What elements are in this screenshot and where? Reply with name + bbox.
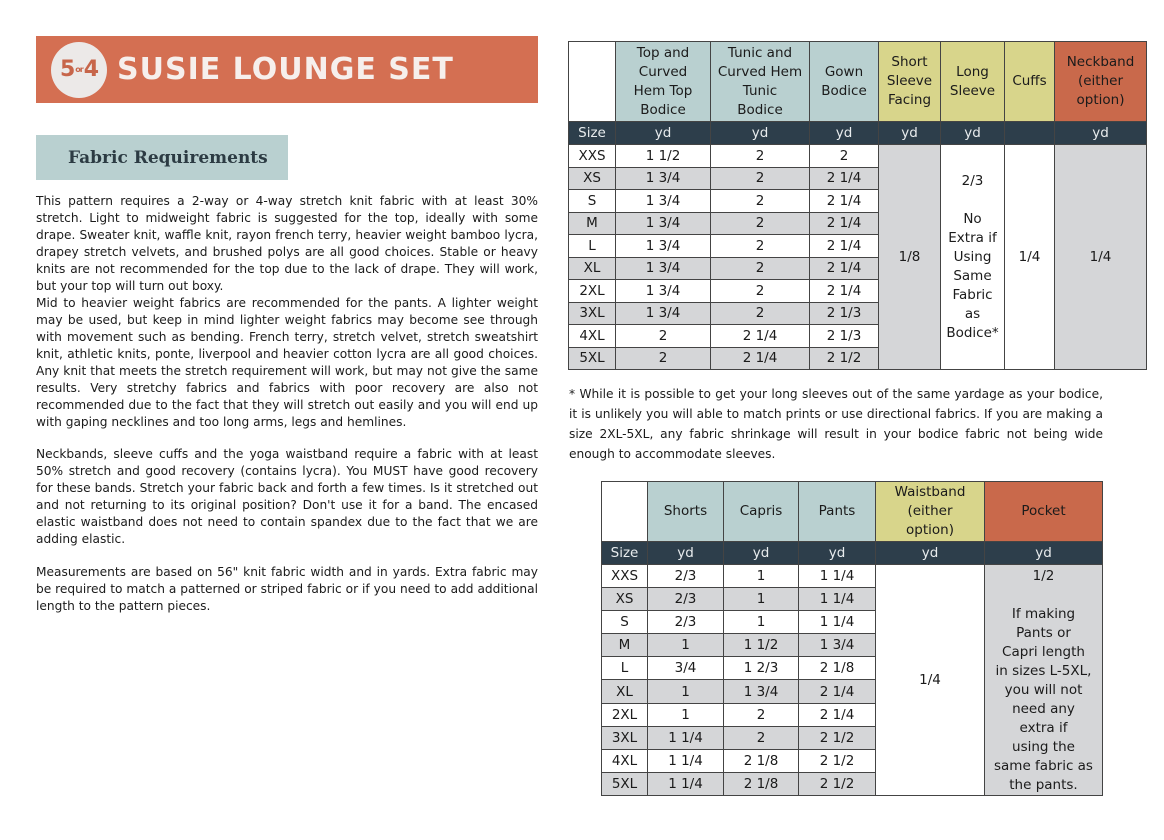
value-cell: 1 [724, 565, 799, 588]
value-cell: 2 1/4 [810, 212, 879, 235]
value-cell: 2 [711, 190, 810, 213]
value-cell: 2 [616, 325, 711, 348]
units-cell: yd [799, 542, 876, 565]
value-cell: 1 1/2 [724, 634, 799, 657]
value-cell: 1 1/4 [648, 749, 724, 772]
size-cell: XS [602, 588, 648, 611]
table-header-row [569, 42, 1147, 122]
long-sleeve-value: 2/3 No Extra if Using Same Fabric as Bodice* [941, 145, 1005, 370]
value-cell: 2/3 [648, 565, 724, 588]
paragraph: Neckbands, sleeve cuffs and the yoga waistband require a fabric with at least 50% stretch and good recovery (contains lycra). You MUST have good recovery for these bands. Stretch your fabric back and forth a few times. Is it stretched out and not returning to its original position? Don't use it for a band. The encased elastic waistband does not need to contain spandex due to the fact that we are adding elastic. [36, 447, 538, 546]
pocket-value: 1/2 If making Pants or Capri length in sizes L-5XL, you will not need any extra if using the same fabric as the pants. [985, 565, 1103, 796]
size-cell: XXS [602, 565, 648, 588]
cuffs-value: 1/4 [1005, 145, 1055, 370]
paragraph: Measurements are based on 56" knit fabric width and in yards. Extra fabric may be required to match a patterned or striped fabric or if you need to add additional length to the pattern pieces. [36, 565, 538, 613]
value-cell: 2 1/3 [810, 325, 879, 348]
header-long-sleeve: Long Sleeve [941, 42, 1005, 122]
value-cell: 2 1/8 [724, 772, 799, 795]
table-row [569, 145, 1147, 168]
value-cell: 2 1/2 [810, 347, 879, 370]
paragraph: This pattern requires a 2-way or 4-way stretch knit fabric with at least 30% stretch. Light to midweight fabric is suggested for the top, ideally with some drape. Sweater knit, waffle knit, rayon french terry, heavier weight bamboo lycra, drapey stretch velvets, and brushed polys are all good choices. Stable or heavy knits are not recommended for the top due to the lack of drape. They will work, but your top will turn out boxy. [36, 194, 538, 293]
header-pants: Pants [799, 482, 876, 542]
value-cell: 1 1/4 [648, 772, 724, 795]
value-cell: 2 [810, 145, 879, 168]
value-cell: 2 [711, 167, 810, 190]
header-cell-blank [569, 42, 616, 122]
value-cell: 2 [711, 280, 810, 303]
value-cell: 1 3/4 [616, 190, 711, 213]
size-cell: S [569, 190, 616, 213]
bottom-fabric-table [601, 481, 1103, 796]
value-cell: 2 1/4 [711, 347, 810, 370]
long-sleeve-footnote: * While it is possible to get your long sleeves out of the same yardage as your bodice, it is unlikely you will able to match prints or use directional fabrics. If you are making a size 2XL-5XL, any fabric shrinkage will result in your bodice fabric not being wide enough to accommodate sleeves. [569, 387, 1103, 461]
header-capris: Capris [724, 482, 799, 542]
value-cell: 1 1/4 [799, 565, 876, 588]
value-cell: 2/3 [648, 611, 724, 634]
size-cell: 2XL [602, 703, 648, 726]
size-cell: 2XL [569, 280, 616, 303]
table-header-row [602, 482, 1103, 542]
header-cuffs: Cuffs [1005, 42, 1055, 122]
value-cell: 2 1/3 [810, 302, 879, 325]
waistband-value: 1/4 [876, 565, 985, 796]
fabric-paragraph-top [36, 193, 538, 431]
value-cell: 2 1/8 [799, 657, 876, 680]
value-cell: 1 [648, 703, 724, 726]
value-cell: 2 1/2 [799, 772, 876, 795]
value-cell: 2 1/4 [810, 257, 879, 280]
header-cell-blank [602, 482, 648, 542]
header-pocket: Pocket [985, 482, 1103, 542]
header-tunic-bodice: Tunic and Curved Hem Tunic Bodice [711, 42, 810, 122]
value-cell: 2 1/4 [810, 167, 879, 190]
value-cell: 2 [724, 726, 799, 749]
value-cell: 2 1/8 [724, 749, 799, 772]
value-cell: 2 [616, 347, 711, 370]
value-cell: 3/4 [648, 657, 724, 680]
units-cell: yd [985, 542, 1103, 565]
header-gown-bodice: Gown Bodice [810, 42, 879, 122]
size-cell: XL [602, 680, 648, 703]
value-cell: 1 [724, 611, 799, 634]
size-cell: 4XL [602, 749, 648, 772]
short-sleeve-facing-value: 1/8 [879, 145, 941, 370]
table-row [602, 565, 1103, 588]
brand-logo [51, 42, 107, 98]
units-row [602, 542, 1103, 565]
size-cell: L [569, 235, 616, 258]
value-cell: 1 3/4 [616, 302, 711, 325]
value-cell: 2 1/2 [799, 726, 876, 749]
header-waistband: Waistband (either option) [876, 482, 985, 542]
page-title: SUSIE LOUNGE SET [117, 52, 454, 87]
value-cell: 1 [724, 588, 799, 611]
size-cell: 3XL [569, 302, 616, 325]
value-cell: 1 3/4 [616, 280, 711, 303]
logo-or: or [75, 65, 83, 74]
paragraph: Mid to heavier weight fabrics are recommended for the pants. A lighter weight may be used, but keep in mind lighter weight fabrics may become see through with movement such as bending. French terry, stretch velvet, stretch sweatshirt knit, athletic knits, ponte, liverpool and heavier cotton lycra are all good choices. Any knit that meets the stretch requirement will work, but may not give the same results. Very stretchy fabrics and fabrics with poor recovery are also not recommended due to the fact that they will stretch out easily and you will end up with gaping necklines and too long arms, legs and hemlines. [36, 296, 538, 429]
section-title: Fabric Requirements [68, 147, 268, 168]
value-cell: 2 1/4 [711, 325, 810, 348]
size-cell: XL [569, 257, 616, 280]
units-cell: yd [1055, 122, 1147, 145]
value-cell: 2 1/4 [810, 190, 879, 213]
units-cell: yd [648, 542, 724, 565]
value-cell: 2 1/4 [799, 680, 876, 703]
value-cell: 1 3/4 [616, 257, 711, 280]
value-cell: 2 1/2 [799, 749, 876, 772]
header-short-sleeve-facing: Short Sleeve Facing [879, 42, 941, 122]
value-cell: 2/3 [648, 588, 724, 611]
size-cell: XXS [569, 145, 616, 168]
value-cell: 1 [648, 634, 724, 657]
size-cell: S [602, 611, 648, 634]
section-banner [36, 135, 288, 180]
units-cell: yd [941, 122, 1005, 145]
fabric-paragraph-bands [36, 446, 538, 548]
value-cell: 2 1/4 [810, 235, 879, 258]
value-cell: 1 3/4 [724, 680, 799, 703]
value-cell: 2 [724, 703, 799, 726]
units-row [569, 122, 1147, 145]
title-banner [36, 36, 538, 103]
units-cell: yd [724, 542, 799, 565]
value-cell: 2 1/4 [799, 703, 876, 726]
logo-digit-right: 4 [83, 57, 99, 82]
size-cell: 4XL [569, 325, 616, 348]
size-cell: M [602, 634, 648, 657]
size-cell: 3XL [602, 726, 648, 749]
units-size: Size [569, 122, 616, 145]
value-cell: 2 [711, 302, 810, 325]
value-cell: 2 [711, 145, 810, 168]
value-cell: 1 [648, 680, 724, 703]
value-cell: 1 1/2 [616, 145, 711, 168]
value-cell: 2 [711, 212, 810, 235]
size-cell: M [569, 212, 616, 235]
value-cell: 1 3/4 [616, 235, 711, 258]
header-neckband: Neckband (either option) [1055, 42, 1147, 122]
units-cell [1005, 122, 1055, 145]
units-cell: yd [711, 122, 810, 145]
size-cell: L [602, 657, 648, 680]
size-cell: XS [569, 167, 616, 190]
value-cell: 1 1/4 [799, 588, 876, 611]
units-cell: yd [810, 122, 879, 145]
size-cell: 5XL [569, 347, 616, 370]
value-cell: 2 [711, 235, 810, 258]
value-cell: 1 1/4 [648, 726, 724, 749]
value-cell: 1 3/4 [616, 167, 711, 190]
value-cell: 2 1/4 [810, 280, 879, 303]
units-cell: yd [616, 122, 711, 145]
value-cell: 2 [711, 257, 810, 280]
value-cell: 1 2/3 [724, 657, 799, 680]
neckband-value: 1/4 [1055, 145, 1147, 370]
size-cell: 5XL [602, 772, 648, 795]
fabric-paragraph-measurements [36, 564, 538, 615]
header-shorts: Shorts [648, 482, 724, 542]
header-top-bodice: Top and Curved Hem Top Bodice [616, 42, 711, 122]
logo-digit-left: 5 [59, 57, 75, 82]
units-cell: yd [876, 542, 985, 565]
value-cell: 1 3/4 [799, 634, 876, 657]
value-cell: 1 1/4 [799, 611, 876, 634]
top-fabric-table [568, 41, 1147, 370]
value-cell: 1 3/4 [616, 212, 711, 235]
units-cell: yd [879, 122, 941, 145]
units-size: Size [602, 542, 648, 565]
